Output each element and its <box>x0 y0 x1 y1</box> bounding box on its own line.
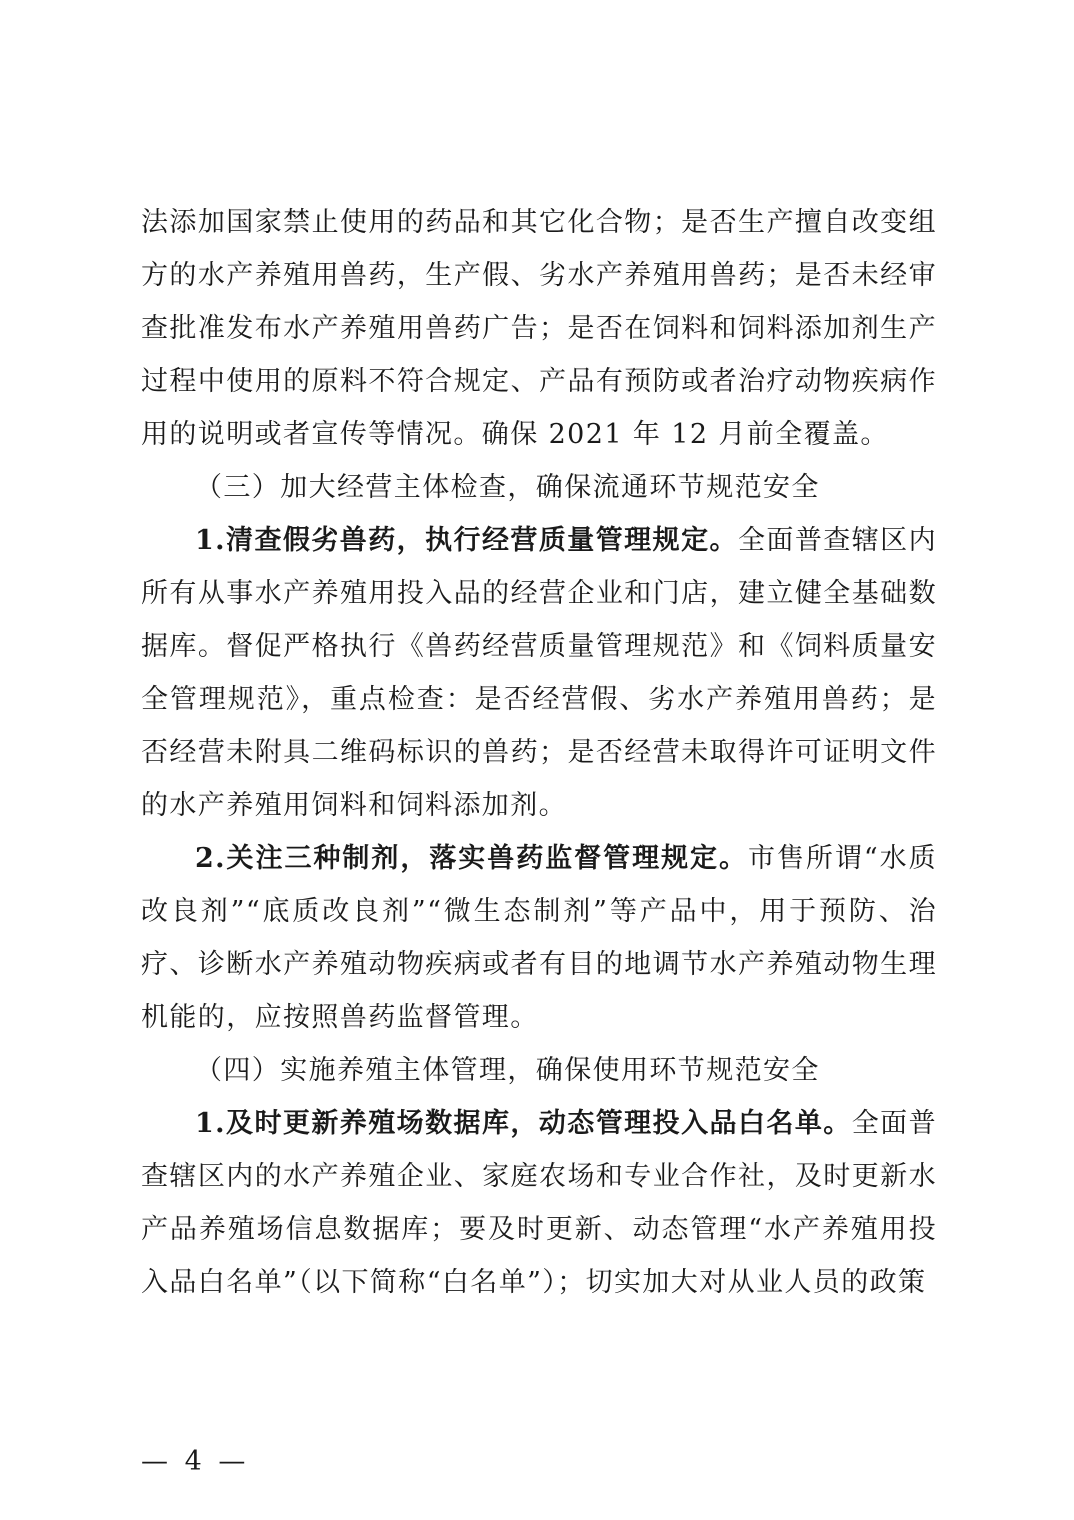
paragraph-body: 全面普查辖区内的水产养殖企业、家庭农场和专业合作社，及时更新水产品养殖场信息数据库；要及时更新、动态管理“水产养殖用投入品白名单”（以下简称“白名单”）；切实加大对从业人员的政策 <box>141 1108 937 1298</box>
paragraph-body: 全面普查辖区内所有从事水产养殖用投入品的经营企业和门店，建立健全基础数据库。督促严格执行《兽药经营质量管理规范》和《饲料质量安全管理规范》，重点检查：是否经营假、劣水产养殖用兽药；是否经营未附具二维码标识的兽药；是否经营未取得许可证明文件的水产养殖用饲料和饲料添加剂。 <box>141 525 937 821</box>
paragraph-body: 市售所谓“水质改良剂”“底质改良剂”“微生态制剂”等产品中，用于预防、治疗、诊断水产养殖动物疾病或者有目的地调节水产养殖动物生理机能的，应按照兽药监督管理。 <box>141 843 937 1033</box>
paragraph-lead: 1.及时更新养殖场数据库，动态管理投入品白名单。 <box>195 1108 852 1139</box>
paragraph-clear-fake-drugs <box>141 514 937 832</box>
paragraph-lead: 1.清查假劣兽药，执行经营质量管理规定。 <box>195 525 738 556</box>
paragraph-lead: 2.关注三种制剂，落实兽药监督管理规定。 <box>195 843 748 874</box>
page-number: — 4 — <box>141 1446 250 1477</box>
document-body <box>141 196 937 1309</box>
paragraph-continuation: 法添加国家禁止使用的药品和其它化合物；是否生产擅自改变组方的水产养殖用兽药，生产假、劣水产养殖用兽药；是否未经审查批准发布水产养殖用兽药广告；是否在饲料和饲料添加剂生产过程中使用的原料不符合规定、产品有预防或者治疗动物疾病作用的说明或者宣传等情况。确保 2021 年 12 月前全覆盖。 <box>141 207 937 450</box>
paragraph-three-agents <box>141 832 937 1044</box>
paragraph-farm-database <box>141 1097 937 1309</box>
section-heading-3: （三）加大经营主体检查，确保流通环节规范安全 <box>195 472 820 503</box>
section-heading-4: （四）实施养殖主体管理，确保使用环节规范安全 <box>195 1055 820 1086</box>
